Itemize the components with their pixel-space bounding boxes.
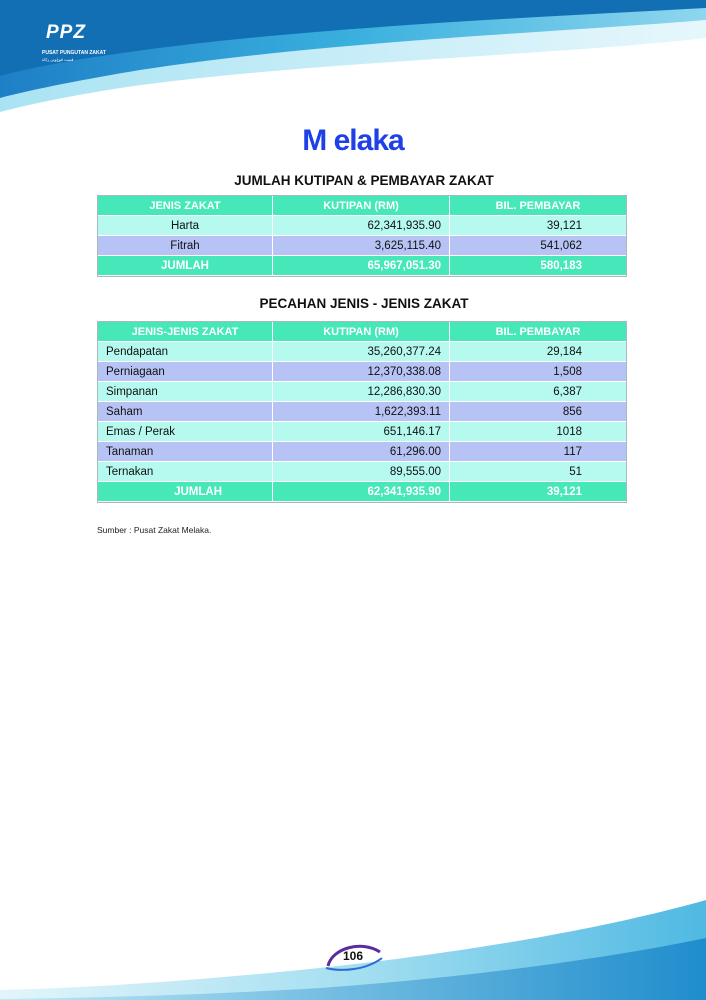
cell-kutipan: 3,625,115.40 xyxy=(273,236,450,256)
cell-bil: 541,062 xyxy=(450,236,626,256)
table-row xyxy=(98,442,626,462)
cell-bil: 39,121 xyxy=(450,216,626,236)
cell-kutipan: 651,146.17 xyxy=(273,422,450,442)
cell-bil: 856 xyxy=(450,402,626,422)
cell-jenis: Tanaman xyxy=(98,442,273,462)
cell-bil: 1018 xyxy=(450,422,626,442)
page-title: M elaka xyxy=(302,124,404,157)
table2-heading: PECAHAN JENIS - JENIS ZAKAT xyxy=(259,296,469,311)
total-bil: 39,121 xyxy=(450,482,626,502)
page-number: 106 xyxy=(342,949,364,963)
column-header: KUTIPAN (RM) xyxy=(273,196,450,216)
table-row xyxy=(98,362,626,382)
cell-bil: 29,184 xyxy=(450,342,626,362)
summary-table xyxy=(97,195,627,277)
source-note: Sumber : Pusat Zakat Melaka. xyxy=(97,525,212,535)
cell-jenis: Pendapatan xyxy=(98,342,273,362)
table1-heading: JUMLAH KUTIPAN & PEMBAYAR ZAKAT xyxy=(234,173,494,188)
cell-kutipan: 62,341,935.90 xyxy=(273,216,450,236)
column-header: BIL. PEMBAYAR xyxy=(450,196,626,216)
total-row xyxy=(98,256,626,276)
cell-jenis: Perniagaan xyxy=(98,362,273,382)
cell-bil: 1,508 xyxy=(450,362,626,382)
total-kutipan: 65,967,051.30 xyxy=(273,256,450,276)
header-wave-banner xyxy=(0,0,706,130)
cell-jenis: Fitrah xyxy=(98,236,273,256)
cell-jenis: Simpanan xyxy=(98,382,273,402)
column-header: JENIS ZAKAT xyxy=(98,196,273,216)
table-row xyxy=(98,342,626,362)
total-label: JUMLAH xyxy=(98,482,273,502)
table-header-row xyxy=(98,322,626,342)
logo-tagline: ﭬﺴﺖ ﭬﻮڠﻮﺗﻦ ﺯﻛﺎﺓ xyxy=(42,57,74,62)
table-row xyxy=(98,402,626,422)
cell-kutipan: 1,622,393.11 xyxy=(273,402,450,422)
column-header: KUTIPAN (RM) xyxy=(273,322,450,342)
cell-kutipan: 89,555.00 xyxy=(273,462,450,482)
cell-kutipan: 12,286,830.30 xyxy=(273,382,450,402)
cell-jenis: Ternakan xyxy=(98,462,273,482)
cell-kutipan: 12,370,338.08 xyxy=(273,362,450,382)
table-row xyxy=(98,462,626,482)
table-row xyxy=(98,216,626,236)
cell-bil: 6,387 xyxy=(450,382,626,402)
column-header: BIL. PEMBAYAR xyxy=(450,322,626,342)
cell-kutipan: 35,260,377.24 xyxy=(273,342,450,362)
cell-jenis: Emas / Perak xyxy=(98,422,273,442)
column-header: JENIS-JENIS ZAKAT xyxy=(98,322,273,342)
breakdown-table xyxy=(97,321,627,503)
logo-subtitle: PUSAT PUNGUTAN ZAKAT xyxy=(42,50,106,56)
table-header-row xyxy=(98,196,626,216)
total-bil: 580,183 xyxy=(450,256,626,276)
table-row xyxy=(98,236,626,256)
table-row xyxy=(98,382,626,402)
cell-kutipan: 61,296.00 xyxy=(273,442,450,462)
cell-bil: 117 xyxy=(450,442,626,462)
cell-bil: 51 xyxy=(450,462,626,482)
cell-jenis: Harta xyxy=(98,216,273,236)
ppz-logo: PPZ xyxy=(46,22,86,43)
total-label: JUMLAH xyxy=(98,256,273,276)
table-row xyxy=(98,422,626,442)
cell-jenis: Saham xyxy=(98,402,273,422)
total-row xyxy=(98,482,626,502)
total-kutipan: 62,341,935.90 xyxy=(273,482,450,502)
